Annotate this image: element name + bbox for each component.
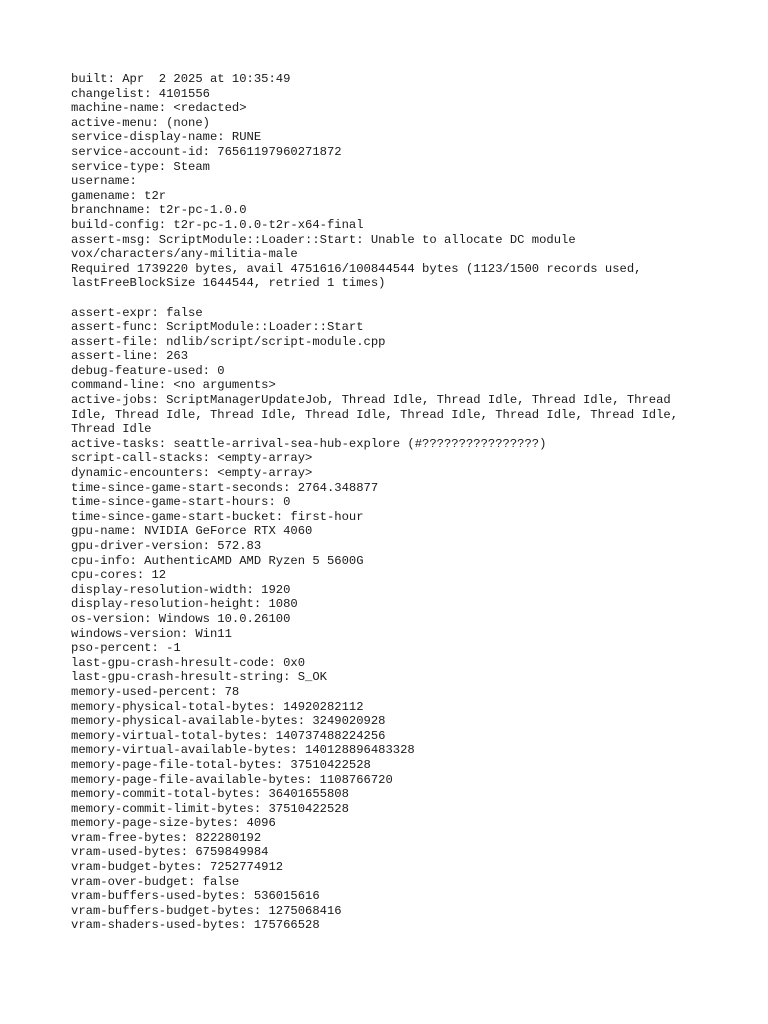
report-line-changelist: changelist: 4101556 <box>71 86 210 101</box>
report-line-branchname: branchname: t2r-pc-1.0.0 <box>71 203 247 218</box>
report-line-assert-msg-cont-3: lastFreeBlockSize 1644544, retried 1 times) <box>71 276 386 291</box>
report-line-vram-free: vram-free-bytes: 822280192 <box>71 830 262 845</box>
report-line-time-since-start-bucket: time-since-game-start-bucket: first-hour <box>71 509 364 524</box>
report-line-username: username: <box>71 174 137 189</box>
report-line-last-gpu-crash-hresult-string: last-gpu-crash-hresult-string: S_OK <box>71 670 327 685</box>
report-line-memory-commit-total: memory-commit-total-bytes: 36401655808 <box>71 787 349 802</box>
crash-report-document <box>71 72 711 933</box>
report-line-build-config: build-config: t2r-pc-1.0.0-t2r-x64-final <box>71 217 364 232</box>
report-line-memory-physical-total: memory-physical-total-bytes: 14920282112 <box>71 699 364 714</box>
report-line-cpu-info: cpu-info: AuthenticAMD AMD Ryzen 5 5600G <box>71 553 364 568</box>
report-line-active-tasks: active-tasks: seattle-arrival-sea-hub-explore (#????????????????) <box>71 436 547 451</box>
report-line-vram-buffers-used: vram-buffers-used-bytes: 536015616 <box>71 889 320 904</box>
report-line-dynamic-encounters: dynamic-encounters: <empty-array> <box>71 466 313 481</box>
report-line-display-resolution-height: display-resolution-height: 1080 <box>71 597 298 612</box>
report-line-active-menu: active-menu: (none) <box>71 115 210 130</box>
report-line-assert-func: assert-func: ScriptModule::Loader::Start <box>71 320 364 335</box>
report-line-memory-page-file-available: memory-page-file-available-bytes: 1108766720 <box>71 772 393 787</box>
report-line-memory-physical-available: memory-physical-available-bytes: 3249020928 <box>71 714 386 729</box>
report-line-command-line: command-line: <no arguments> <box>71 378 276 393</box>
report-line-assert-msg-cont-1: vox/characters/any-militia-male <box>71 247 298 262</box>
report-line-vram-budget: vram-budget-bytes: 7252774912 <box>71 860 284 875</box>
report-line-built: built: Apr 2 2025 at 10:35:49 <box>71 72 291 86</box>
report-line-assert-line: assert-line: 263 <box>71 349 189 364</box>
report-line-blank <box>71 291 711 306</box>
report-line-machine-name: machine-name: <redacted> <box>71 101 247 116</box>
report-line-service-account-id: service-account-id: 76561197960271872 <box>71 144 342 159</box>
report-line-assert-msg-cont-2: Required 1739220 bytes, avail 4751616/100844544 bytes (1123/1500 records used, <box>71 261 642 276</box>
report-line-display-resolution-width: display-resolution-width: 1920 <box>71 582 291 597</box>
report-line-debug-feature-used: debug-feature-used: 0 <box>71 363 225 378</box>
report-line-memory-virtual-available: memory-virtual-available-bytes: 140128896483328 <box>71 743 415 758</box>
report-line-vram-used: vram-used-bytes: 6759849984 <box>71 845 269 860</box>
report-line-pso-percent: pso-percent: -1 <box>71 641 181 656</box>
report-line-windows-version: windows-version: Win11 <box>71 626 232 641</box>
report-line-gpu-name: gpu-name: NVIDIA GeForce RTX 4060 <box>71 524 313 539</box>
report-line-service-display-name: service-display-name: RUNE <box>71 130 262 145</box>
report-line-gpu-driver-version: gpu-driver-version: 572.83 <box>71 539 262 553</box>
report-line-memory-commit-limit: memory-commit-limit-bytes: 37510422528 <box>71 801 349 816</box>
report-line-last-gpu-crash-hresult-code: last-gpu-crash-hresult-code: 0x0 <box>71 655 306 670</box>
report-line-os-version: os-version: Windows 10.0.26100 <box>71 611 291 626</box>
report-line-vram-buffers-budget: vram-buffers-budget-bytes: 1275068416 <box>71 903 342 918</box>
report-line-time-since-start-seconds: time-since-game-start-seconds: 2764.348877 <box>71 480 379 495</box>
report-line-service-type: service-type: Steam <box>71 159 210 174</box>
report-line-vram-shaders-used: vram-shaders-used-bytes: 175766528 <box>71 918 320 933</box>
report-line-vram-over-budget: vram-over-budget: false <box>71 874 240 889</box>
report-line-active-jobs-cont-2: Thread Idle <box>71 422 152 437</box>
report-line-memory-page-file-total: memory-page-file-total-bytes: 37510422528 <box>71 757 371 772</box>
report-line-gamename: gamename: t2r <box>71 188 167 203</box>
report-line-active-jobs: active-jobs: ScriptManagerUpdateJob, Thread Idle, Thread Idle, Thread Idle, Thread <box>71 393 671 408</box>
report-line-assert-expr: assert-expr: false <box>71 305 203 320</box>
report-line-script-call-stacks: script-call-stacks: <empty-array> <box>71 451 313 466</box>
report-line-assert-file: assert-file: ndlib/script/script-module.cpp <box>71 334 386 349</box>
report-line-memory-virtual-total: memory-virtual-total-bytes: 140737488224256 <box>71 728 386 743</box>
report-line-assert-msg: assert-msg: ScriptModule::Loader::Start: Unable to allocate DC module <box>71 232 576 247</box>
report-line-cpu-cores: cpu-cores: 12 <box>71 568 167 583</box>
report-line-active-jobs-cont-1: Idle, Thread Idle, Thread Idle, Thread Idle, Thread Idle, Thread Idle, Thread Idle, <box>71 407 679 422</box>
report-line-time-since-start-hours: time-since-game-start-hours: 0 <box>71 495 291 510</box>
report-line-memory-page-size: memory-page-size-bytes: 4096 <box>71 816 276 831</box>
report-line-memory-used-percent: memory-used-percent: 78 <box>71 684 240 699</box>
